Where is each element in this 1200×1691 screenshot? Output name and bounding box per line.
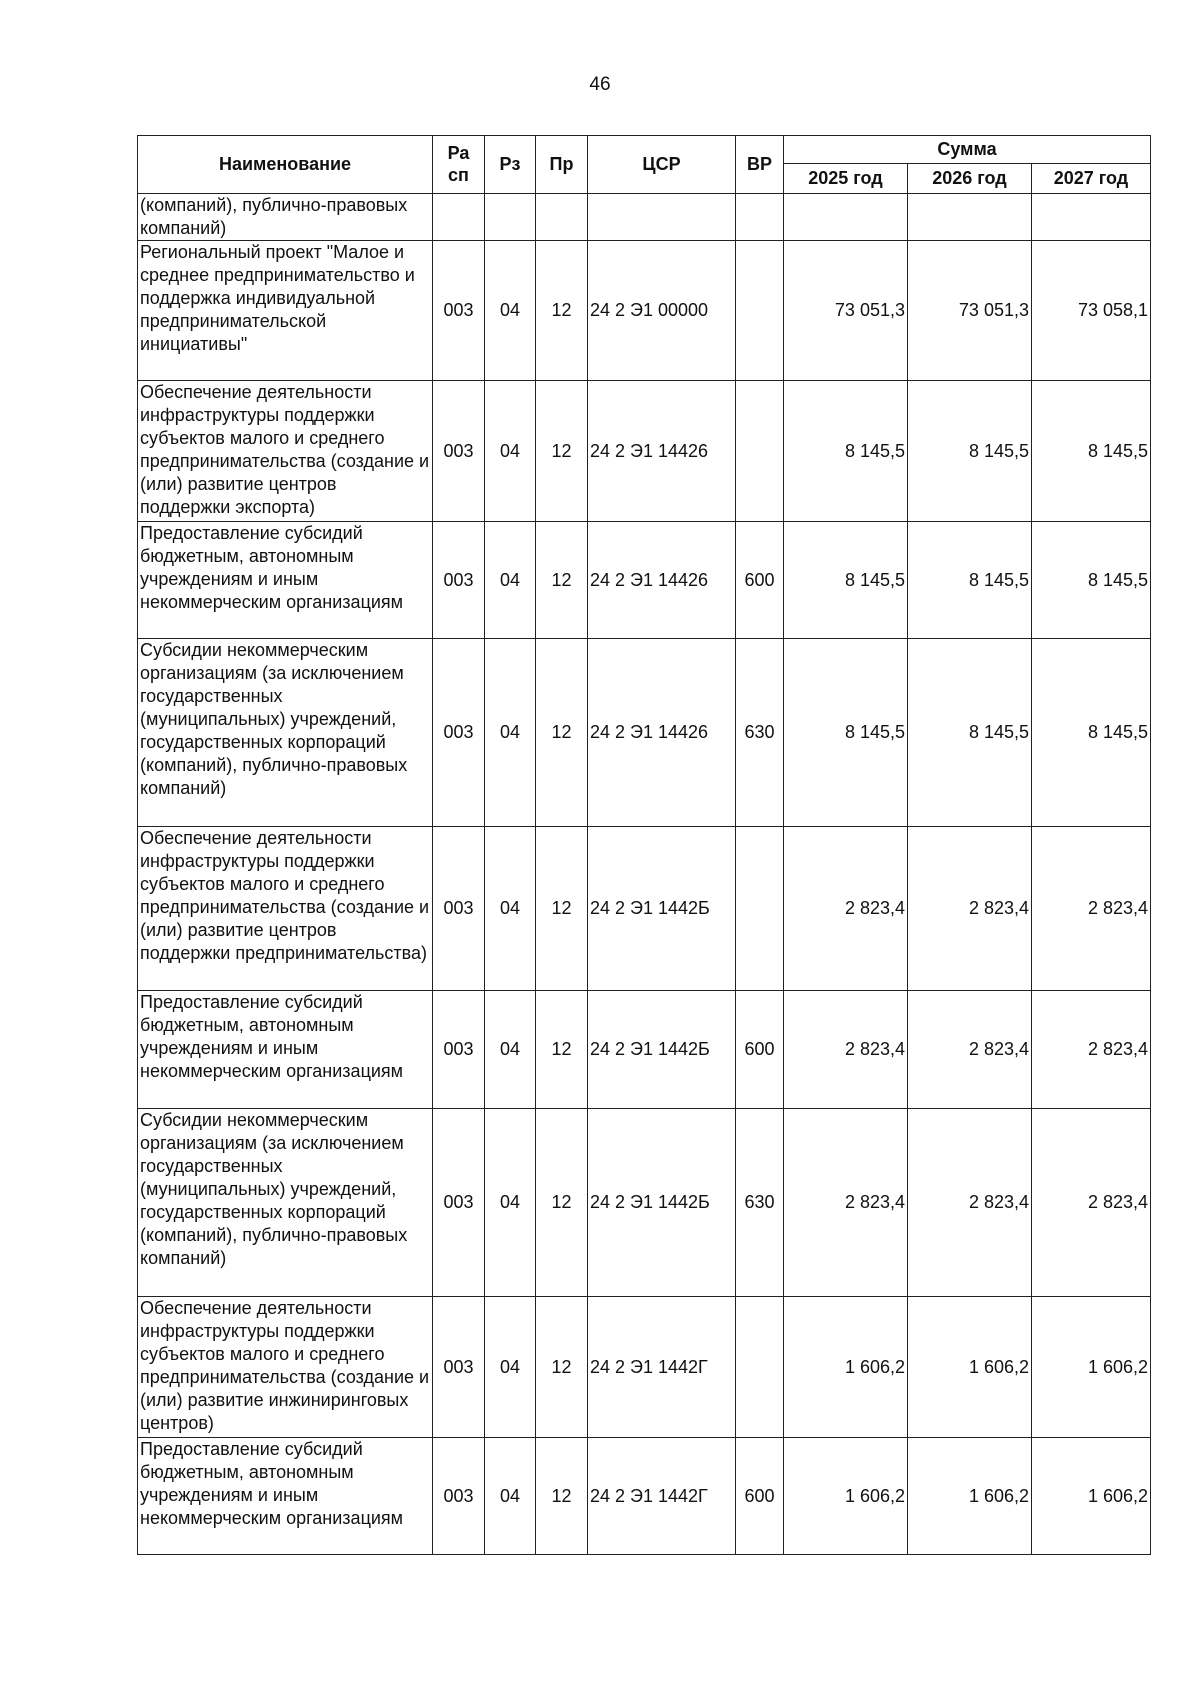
row-csr: 24 2 Э1 1442Г xyxy=(588,1297,736,1438)
header-rz: Рз xyxy=(485,136,536,194)
row-2025: 8 145,5 xyxy=(784,381,908,522)
row-csr xyxy=(588,194,736,241)
row-pr: 12 xyxy=(536,991,588,1109)
header-2026: 2026 год xyxy=(908,164,1032,194)
row-2026: 1 606,2 xyxy=(908,1297,1032,1438)
row-2027: 73 058,1 xyxy=(1032,241,1151,381)
row-csr: 24 2 Э1 14426 xyxy=(588,639,736,827)
row-rz: 04 xyxy=(485,827,536,991)
row-pr xyxy=(536,194,588,241)
row-csr: 24 2 Э1 1442Г xyxy=(588,1438,736,1555)
row-rz: 04 xyxy=(485,991,536,1109)
row-name: Обеспечение деятельности инфраструктуры поддержки субъектов малого и среднего предпринимательства (создание и (или) развитие центров поддержки предпринимательства) xyxy=(138,827,433,991)
row-vr: 630 xyxy=(736,1109,784,1297)
page-number: 46 xyxy=(589,74,611,95)
header-csr: ЦСР xyxy=(588,136,736,194)
row-2026: 2 823,4 xyxy=(908,827,1032,991)
row-2026: 8 145,5 xyxy=(908,639,1032,827)
budget-table xyxy=(137,135,1151,1555)
row-2025: 8 145,5 xyxy=(784,639,908,827)
row-rasp: 003 xyxy=(433,827,485,991)
row-2025: 73 051,3 xyxy=(784,241,908,381)
row-2025: 2 823,4 xyxy=(784,1109,908,1297)
row-csr: 24 2 Э1 1442Б xyxy=(588,991,736,1109)
row-rasp: 003 xyxy=(433,381,485,522)
row-rasp: 003 xyxy=(433,241,485,381)
row-2026: 8 145,5 xyxy=(908,381,1032,522)
row-rz xyxy=(485,194,536,241)
row-name: Предоставление субсидий бюджетным, автономным учреждениям и иным некоммерческим организациям xyxy=(138,1438,433,1555)
row-name: Субсидии некоммерческим организациям (за исключением государственных (муниципальных) учреждений, государственных корпораций (компаний), публично-правовых компаний) xyxy=(138,1109,433,1297)
table-row xyxy=(138,1297,1151,1438)
row-vr xyxy=(736,194,784,241)
row-vr: 600 xyxy=(736,991,784,1109)
table-row xyxy=(138,241,1151,381)
header-name: Наименование xyxy=(138,136,433,194)
row-2027: 1 606,2 xyxy=(1032,1297,1151,1438)
header-2025: 2025 год xyxy=(784,164,908,194)
row-pr: 12 xyxy=(536,1109,588,1297)
row-csr: 24 2 Э1 1442Б xyxy=(588,827,736,991)
row-rz: 04 xyxy=(485,639,536,827)
table-row xyxy=(138,639,1151,827)
row-2025: 8 145,5 xyxy=(784,522,908,639)
header-pr: Пр xyxy=(536,136,588,194)
row-rz: 04 xyxy=(485,1109,536,1297)
row-2027: 2 823,4 xyxy=(1032,991,1151,1109)
row-2027: 8 145,5 xyxy=(1032,381,1151,522)
row-2026: 2 823,4 xyxy=(908,1109,1032,1297)
row-pr: 12 xyxy=(536,639,588,827)
header-2027: 2027 год xyxy=(1032,164,1151,194)
row-rasp: 003 xyxy=(433,522,485,639)
row-2026: 73 051,3 xyxy=(908,241,1032,381)
table-row xyxy=(138,827,1151,991)
row-pr: 12 xyxy=(536,1297,588,1438)
table-row xyxy=(138,991,1151,1109)
row-2025: 2 823,4 xyxy=(784,827,908,991)
row-pr: 12 xyxy=(536,241,588,381)
row-vr xyxy=(736,1297,784,1438)
row-2025: 2 823,4 xyxy=(784,991,908,1109)
row-2026 xyxy=(908,194,1032,241)
row-2025 xyxy=(784,194,908,241)
header-sum: Сумма xyxy=(784,136,1151,164)
row-csr: 24 2 Э1 14426 xyxy=(588,381,736,522)
table-row xyxy=(138,381,1151,522)
row-2027: 8 145,5 xyxy=(1032,639,1151,827)
row-rz: 04 xyxy=(485,381,536,522)
row-2026: 1 606,2 xyxy=(908,1438,1032,1555)
row-rz: 04 xyxy=(485,241,536,381)
row-rasp: 003 xyxy=(433,639,485,827)
row-pr: 12 xyxy=(536,827,588,991)
row-name: Субсидии некоммерческим организациям (за исключением государственных (муниципальных) учреждений, государственных корпораций (компаний), публично-правовых компаний) xyxy=(138,639,433,827)
row-csr: 24 2 Э1 14426 xyxy=(588,522,736,639)
table-row xyxy=(138,194,1151,241)
header-rasp: Ра сп xyxy=(433,136,485,194)
row-pr: 12 xyxy=(536,1438,588,1555)
row-vr xyxy=(736,827,784,991)
row-name: (компаний), публично-правовых компаний) xyxy=(138,194,433,241)
row-vr: 630 xyxy=(736,639,784,827)
row-vr: 600 xyxy=(736,1438,784,1555)
row-2025: 1 606,2 xyxy=(784,1297,908,1438)
row-rasp: 003 xyxy=(433,1297,485,1438)
row-2026: 2 823,4 xyxy=(908,991,1032,1109)
row-rasp: 003 xyxy=(433,991,485,1109)
row-name: Предоставление субсидий бюджетным, автономным учреждениям и иным некоммерческим организациям xyxy=(138,991,433,1109)
row-name: Региональный проект "Малое и среднее предпринимательство и поддержка индивидуальной предпринимательской инициативы" xyxy=(138,241,433,381)
row-rz: 04 xyxy=(485,1438,536,1555)
row-csr: 24 2 Э1 1442Б xyxy=(588,1109,736,1297)
row-pr: 12 xyxy=(536,522,588,639)
row-2027: 1 606,2 xyxy=(1032,1438,1151,1555)
row-rz: 04 xyxy=(485,1297,536,1438)
row-rasp xyxy=(433,194,485,241)
row-name: Предоставление субсидий бюджетным, автономным учреждениям и иным некоммерческим организациям xyxy=(138,522,433,639)
row-name: Обеспечение деятельности инфраструктуры поддержки субъектов малого и среднего предпринимательства (создание и (или) развитие центров поддержки экспорта) xyxy=(138,381,433,522)
row-2027: 2 823,4 xyxy=(1032,1109,1151,1297)
row-2025: 1 606,2 xyxy=(784,1438,908,1555)
row-2027 xyxy=(1032,194,1151,241)
row-name: Обеспечение деятельности инфраструктуры поддержки субъектов малого и среднего предпринимательства (создание и (или) развитие инжиниринговых центров) xyxy=(138,1297,433,1438)
header-vr: ВР xyxy=(736,136,784,194)
row-2027: 8 145,5 xyxy=(1032,522,1151,639)
row-rasp: 003 xyxy=(433,1109,485,1297)
row-rasp: 003 xyxy=(433,1438,485,1555)
table-row xyxy=(138,1109,1151,1297)
row-2026: 8 145,5 xyxy=(908,522,1032,639)
table-row xyxy=(138,522,1151,639)
table-row xyxy=(138,1438,1151,1555)
row-vr xyxy=(736,241,784,381)
row-rz: 04 xyxy=(485,522,536,639)
row-2027: 2 823,4 xyxy=(1032,827,1151,991)
row-vr xyxy=(736,381,784,522)
row-pr: 12 xyxy=(536,381,588,522)
row-csr: 24 2 Э1 00000 xyxy=(588,241,736,381)
row-vr: 600 xyxy=(736,522,784,639)
